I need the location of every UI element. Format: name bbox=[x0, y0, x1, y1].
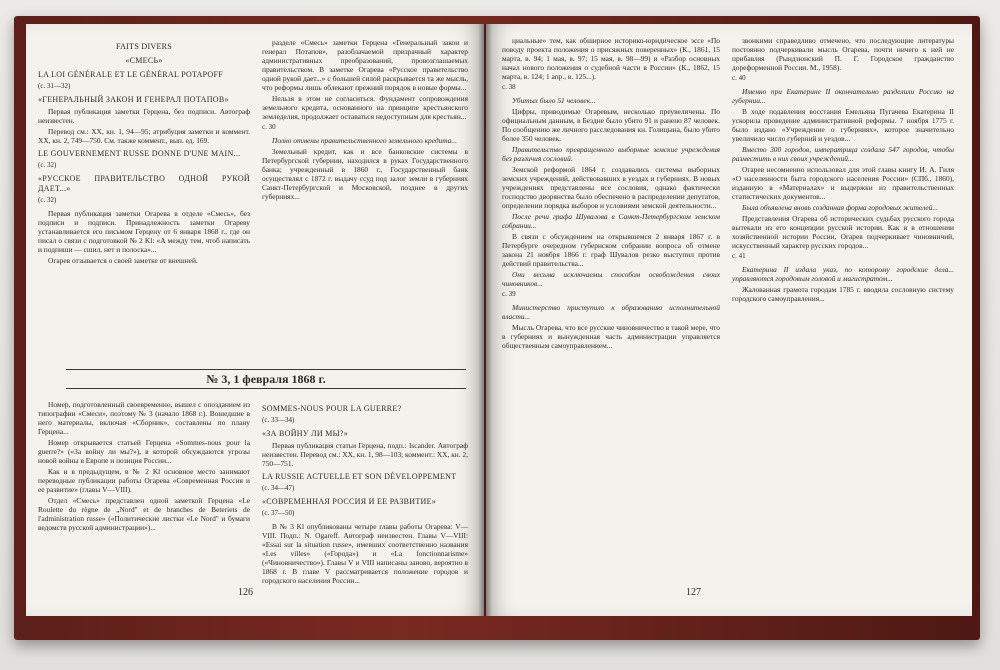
paragraph: В связи с обсуждением на открывшемся 2 января 1867 г. в Петербурге очередном губернском собрании вопроса об отмене закона 21 ноября 1866 г. граф Шувалов резко выступил против действий правительства... bbox=[502, 232, 720, 268]
article-title: SOMMES-NOUS POUR LA GUERRE? bbox=[262, 404, 402, 413]
paragraph: Как и в предыдущем, в № 2 Kl основное место занимают переводные публикации работы Огарева «Современная Россия и ее развитие» (главы V—VIII). bbox=[38, 467, 250, 494]
article-title: LA LOI GÉNÉRALE ET LE GÉNÉRAL POTAPOFF bbox=[38, 70, 223, 79]
article-title-ru: «ГЕНЕРАЛЬНЫЙ ЗАКОН И ГЕНЕРАЛ ПОТАПОВ» bbox=[38, 95, 229, 104]
right-page bbox=[486, 24, 972, 616]
page-ref: с. 30 bbox=[262, 123, 276, 131]
paragraph: Огарев отзывается о своей заметке от внешней. bbox=[48, 256, 198, 265]
article-title-ru: «РУССКОЕ ПРАВИТЕЛЬСТВО ОДНОЙ РУКОЙ ДАЕТ...» bbox=[38, 174, 250, 193]
page-ref: с. 38 bbox=[502, 83, 516, 91]
article-ref: (с. 33—34) bbox=[262, 416, 295, 424]
left-column-1 bbox=[38, 38, 250, 356]
quote: Полно отмены правительственного земельного кредита... bbox=[272, 136, 457, 145]
quote: Убитых было 51 человек... bbox=[512, 96, 596, 105]
left-column-2 bbox=[262, 38, 468, 356]
paragraph: Жалованная грамота городам 1785 г. вводила сословную систему городского самоуправления... bbox=[732, 285, 954, 303]
section-subtitle: «СМЕСЬ» bbox=[125, 56, 163, 65]
page-number: 127 bbox=[686, 587, 701, 598]
paragraph: Первая публикация статьи Герцена, подп.: Iscander. Автограф неизвестен. Перевод см.: XX, кн. 1, 98—103; коммент.: XX, кн. 2, 750—751. bbox=[262, 441, 468, 468]
article-ref: (с. 37—50) bbox=[262, 509, 295, 517]
paragraph: Мысль Огарева, что все русские чиновничество в такой мере, что в губерниях и вынужденная часть администрации управляется общественным самоуправлением... bbox=[502, 323, 720, 350]
paragraph: Первая публикация заметки Огарева в отделе «Смесь», без подписи и подписи. Принадлежность заметки Огареву устанавливается его письмом Герцену от 6 января 1868 г., где он писал о связи с подготовкой № 2 Kl: «А между тем, чтоб написать и подпиши — сшил, нет и полоска»... bbox=[38, 209, 250, 254]
quote: Екатерина II издала указ, по которому городские дела... управляются городовым головой и магистратом... bbox=[732, 265, 954, 283]
paragraph: разделе «Смесь» заметки Герцена «Генеральный закон и генерал Потапов», разоблачаемой призрачный характер административных преобразований, провозглашаемых правительством. В заметке Огарева «Русское правительство одной рукой дает...» с большей силой раскрывается та же мысль, что реформы лишь облекают прежний порядок в новые формы... bbox=[262, 38, 468, 92]
section-title: FAITS DIVERS bbox=[115, 42, 173, 51]
article-ref: (с. 32) bbox=[38, 196, 57, 204]
page-ref: с. 39 bbox=[502, 290, 516, 298]
paragraph: Нельзя в этом не согласиться. Фундамент сопровождения земельного кредита, основанного на принципе крестьянского земледелия, продолжает оставаться недоступным для крестьян... bbox=[262, 94, 468, 121]
quote: После речи графа Шувалова в Санкт-Петербургском земском собрании... bbox=[502, 212, 720, 230]
paragraph: Первая публикация заметки Герцена, без подписи. Автограф неизвестен. bbox=[38, 107, 250, 125]
quote: Именно при Екатерине II окончательно разделили Россию на губернии... bbox=[732, 87, 954, 105]
paragraph: Перевод см.: XX, кн. 1, 94—95; атрибуция заметки и коммент. XX, кн. 2, 749—750. См. также коммент., вып. ед. 169. bbox=[38, 127, 250, 145]
left-column-2-lower bbox=[262, 400, 468, 585]
paragraph: циальные» тем, как обширное историко-юридическое эссе «По поводу проекта положения о присяжных поверенных» (К., 1861, 15 марта, в. 94; 1 мая, в. 97; 15 мая, в. 98—99) и «Разбор основных начал нового положения о судебной части в России» (К., 1862, 15 марта, в. 124; 1 апр., в. 125...). bbox=[502, 36, 720, 81]
quote: Министерство приступило к образованию исполнительной власти... bbox=[502, 303, 720, 321]
paragraph: Отдел «Смесь» представлен одной заметкой Герцена «Le Roulette du règne de „Nord" et de branches de Beteriets de l'administration russe» («Политические листки «Le Nord" и бумаги ведомств русской администрации»)... bbox=[38, 496, 250, 532]
article-title-ru: «ЗА ВОЙНУ ЛИ МЫ?» bbox=[262, 429, 349, 438]
quote: Была объявлена вновь созданная форма городовых жителей... bbox=[742, 203, 938, 212]
quote: Вместо 300 городов, императрица создала 547 городов, чтобы разместить в них своих учреждений... bbox=[732, 145, 954, 163]
paragraph: Земельный кредит, как и все банковские системы в Петербургской губернии, находился в руках Государственного банка; учрежденный в 1860 г., Государственный банк осуществлял с 1872 г. выдачу ссуд под залог земли в губерниях Санкт-Петербургской и Московской, позднее в других губерниях... bbox=[262, 147, 468, 201]
paragraph: В ходе подавления восстания Емельяна Пугачева Екатерина II ускорила проведение административной реформы. 7 ноября 1775 г. было издано «Учреждение о губерниях», которое значительно увеличило число губерний и уездов... bbox=[732, 107, 954, 143]
paragraph: Номер открывается статьей Герцена «Sommes-nous pour la guerre?» («За войну ли мы?»), в которой обсуждаются угрозы новой войны в Европе и позиция России... bbox=[38, 438, 250, 465]
book-gutter bbox=[478, 24, 492, 616]
page-ref: с. 41 bbox=[732, 252, 746, 260]
quote: Они весьма исключаемы способом освобождения своих чиновников... bbox=[502, 270, 720, 288]
left-page bbox=[26, 24, 484, 616]
right-column-2 bbox=[732, 36, 954, 584]
article-title: LA RUSSIE ACTUELLE ET SON DÉVELOPPEMENT bbox=[262, 472, 457, 481]
paragraph: В № 3 Kl опубликованы четыре главы работы Огарева: V—VIII. Подп.: N. Ogareff. Автограф неизвестен. Главы V—VIII: «Essai sur la situation russe», имевших соответственно названия «Les villes» («Города») и «La fonctionnarisme» («Чиновничество»). Главы V и VIII написаны заново, вероятно в 1868 г. В главе V рассматривается положение городов и городского населения России... bbox=[262, 522, 468, 585]
article-ref: (с. 34—47) bbox=[262, 484, 295, 492]
paragraph: Представления Огарева об исторических судьбах русского города вытекали из его концепции русской истории. Как и в отношении хозяйственной истории России, Огарев подчеркивает чиновничий, искусственный характер русских городов... bbox=[732, 214, 954, 250]
paragraph: звонкими справедливо отмечено, что последующие литературы постоянно подчеркивали мысль Огарева, почти ничего к ней не прибавляя (Рындзюнский П. Г. Городское гражданство дореформенной России. М., 1958). bbox=[732, 36, 954, 72]
article-title: LE GOUVERNEMENT RUSSE DONNE D'UNE MAIN... bbox=[38, 149, 241, 158]
left-column-1-lower bbox=[38, 400, 250, 580]
article-title-ru: «СОВРЕМЕННАЯ РОССИЯ И ЕЕ РАЗВИТИЕ» bbox=[262, 497, 437, 506]
page-number: 126 bbox=[238, 587, 253, 598]
paragraph: Огарев несомненно использовал для этой главы книгу И. А. Гиля «О населенности быта городского населения России» (СПб., 1860), изданную в «Материалах» и выдержки из правительственных статистических документов... bbox=[732, 165, 954, 201]
paragraph: Цифры, приводимые Огаревым, несколько преувеличены. По официальным данным, в Бездне было убито 91 и ранено 87 человек. По сообщению же личного расследования кн. Голицына, было убито более 350 человек. bbox=[502, 107, 720, 143]
paragraph: Номер, подготовленный своевременно, вышел с опозданием из типографии «Смеси», поэтому № 3 (начало 1868 г.). Вошедшие в него материалы, включая «Сборник», составлены по плану Герцена... bbox=[38, 400, 250, 436]
quote: Правительство превращенного выборные земские учреждения без различия сословий. bbox=[502, 145, 720, 163]
issue-title: № 3, 1 февраля 1868 г. bbox=[66, 369, 466, 389]
article-ref: (с. 32) bbox=[38, 161, 57, 169]
paragraph: Земской реформой 1864 г. создавались системы выборных земских учреждений, действовавших в уездах и губерниях. В новых учреждениях представлены все сословия, однако фактически господство дворянства было обеспечено в распределении депутатов, определении порядка выборов и условиями земской деятельности... bbox=[502, 165, 720, 210]
right-column-1 bbox=[502, 36, 720, 584]
article-ref: (с. 31—32) bbox=[38, 82, 71, 90]
page-ref: с. 40 bbox=[732, 74, 746, 82]
